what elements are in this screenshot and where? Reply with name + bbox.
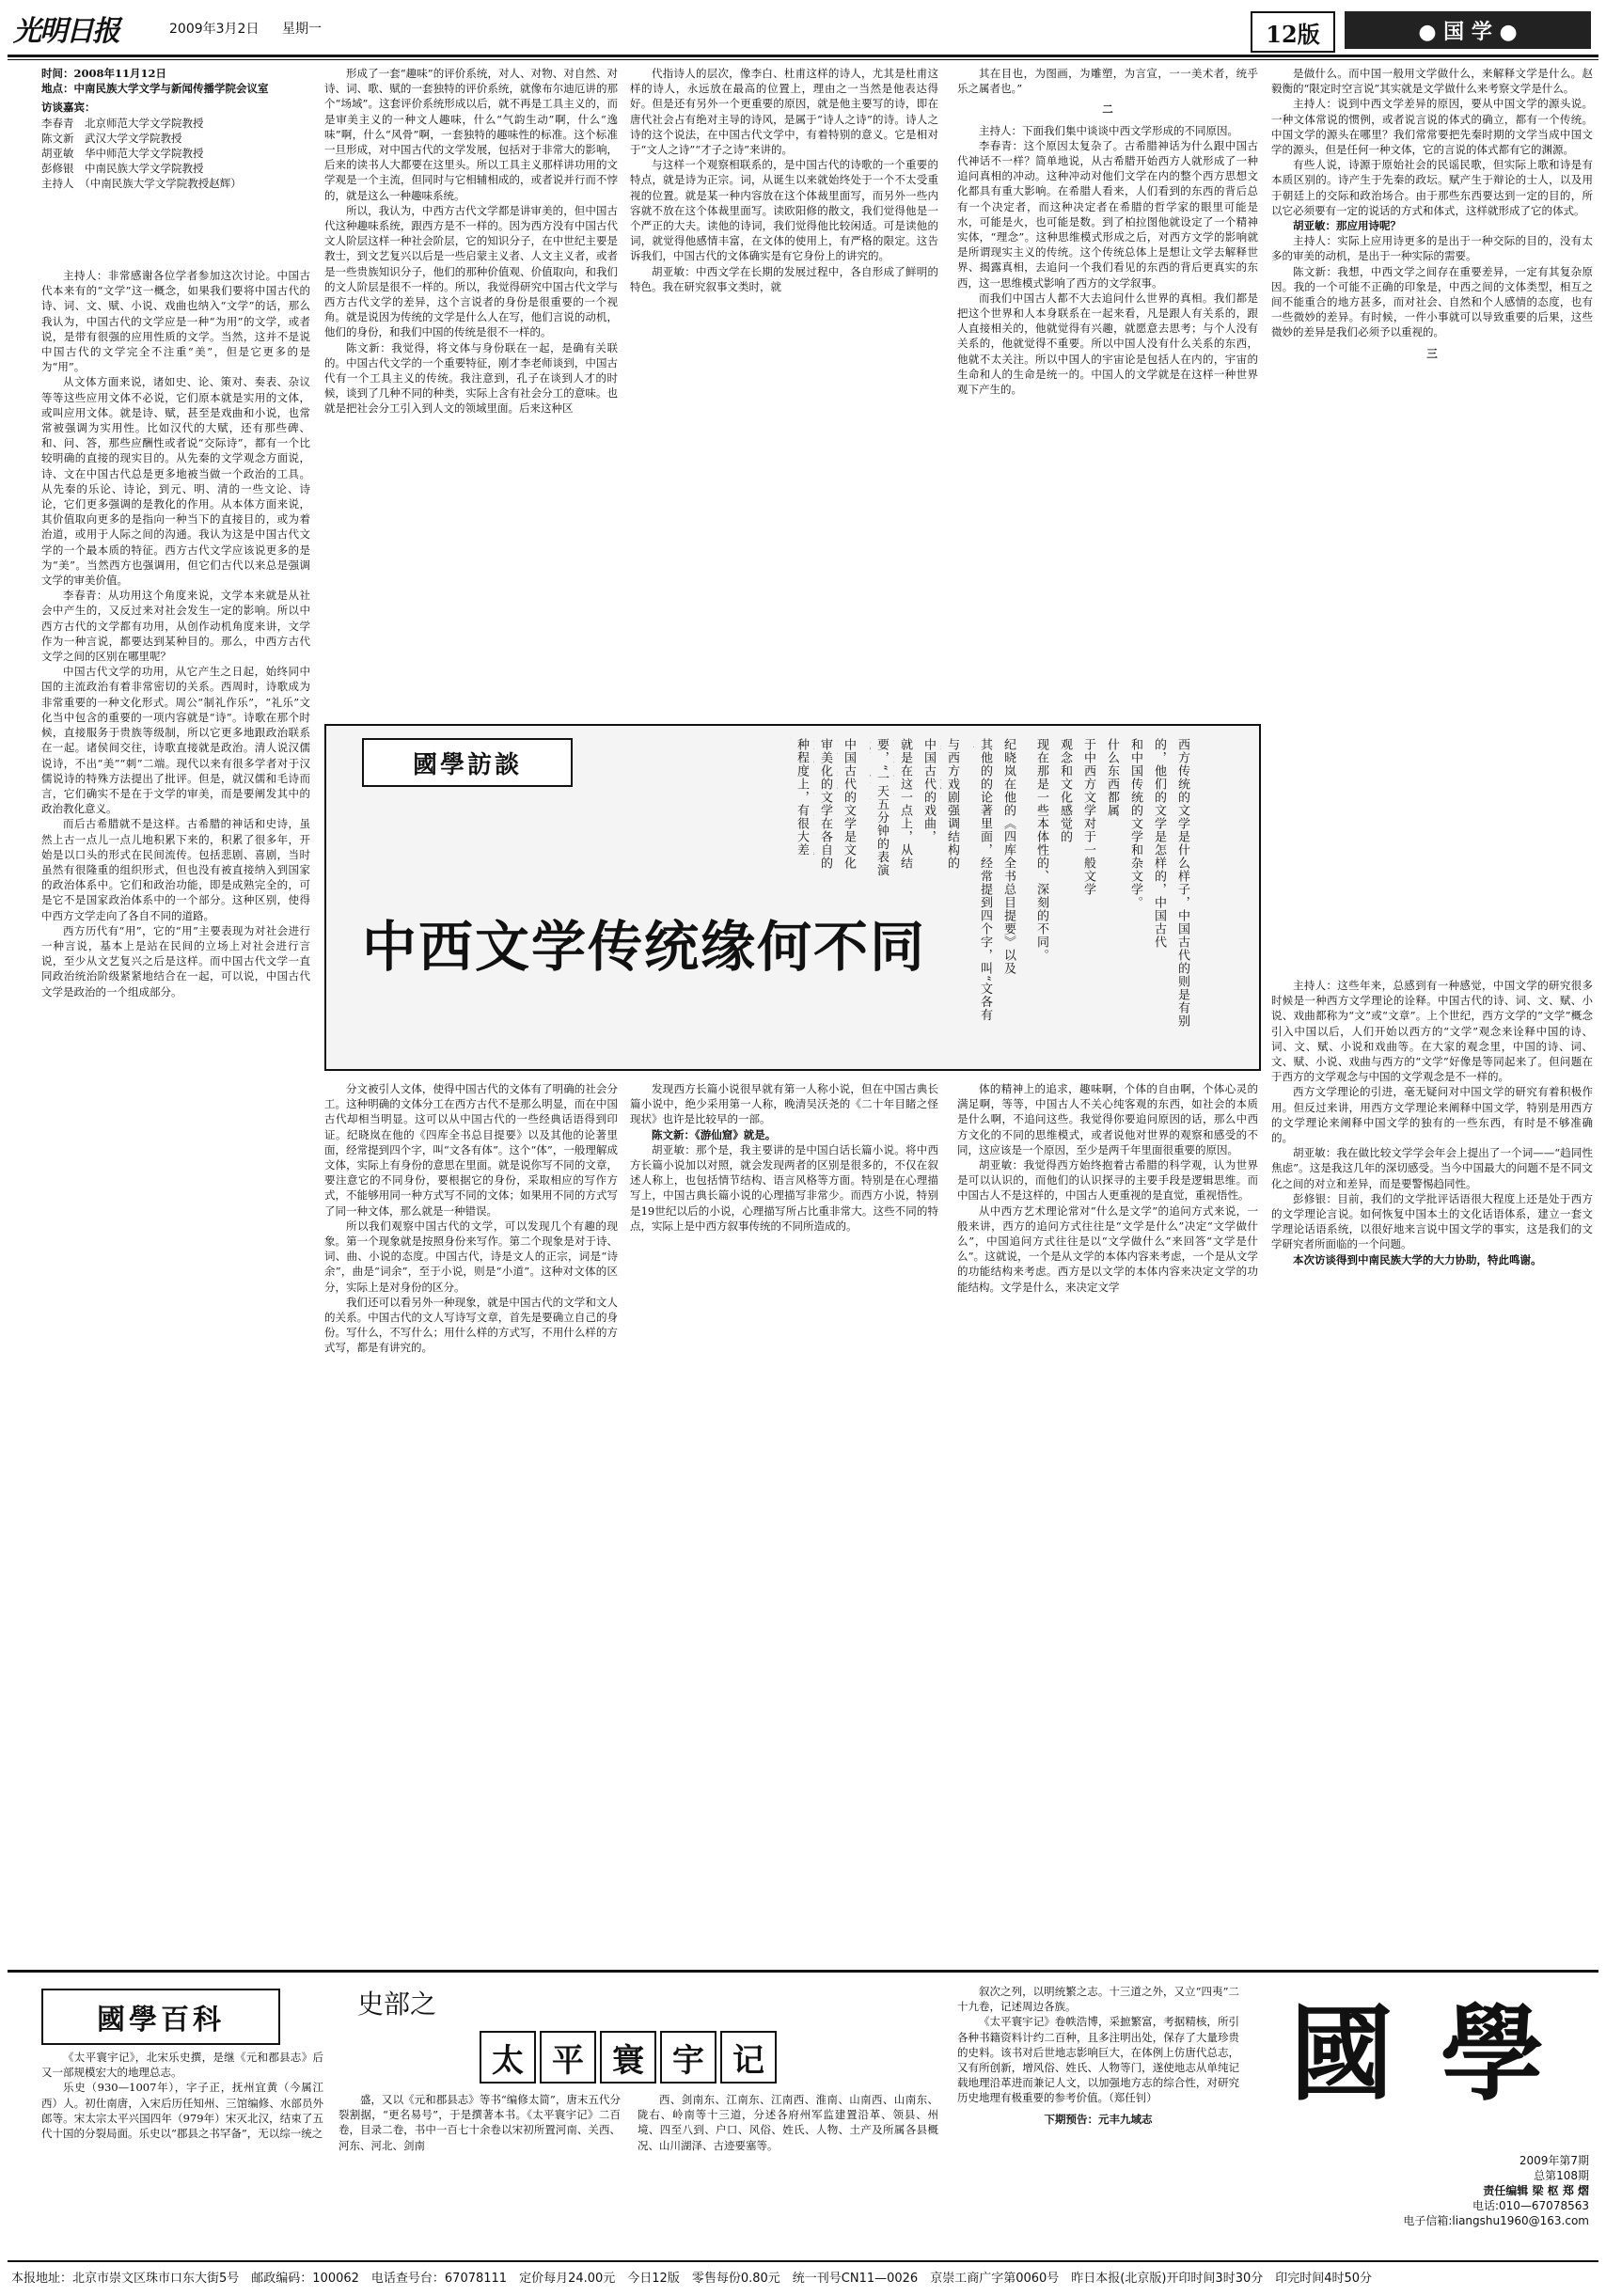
book-title-char-5: 记: [720, 2031, 777, 2084]
baike-p2: 乐史（930—1007年），字子正，抚州宜黄（今属江西）人。初仕南唐，入宋后历任知州、三馆编修、水部员外郎等。宋太宗太平兴国四年（979年）宋灭北汉，结束了五代十国的分裂局面。乐史以“郡县之书罕备”，无以综一统之: [41, 2081, 323, 2141]
guest-2: 陈文新 武汉大学文学院教授: [41, 131, 182, 145]
pq-7: 现在那是一些本体性的、深刻的不同。: [1034, 738, 1048, 962]
column-5b: [1271, 978, 1593, 1965]
fangtan-logo-text: 國學訪談: [412, 750, 522, 779]
c5b-p3: 胡亚敏：我在做比较文学学会年会上提出了一个词——“趋同性焦虑”。这是我这几年的深切感受。当今中国最大的问题不是不同文化之间的对立和差异，而是要警惕趋同性。: [1271, 1146, 1593, 1190]
footer-info: 本报地址：北京市崇文区珠市口东大街5号 邮政编码：100062 电话查号台：67078111 定价每月24.00元 今日12版 零售每份0.80元 统一刊号CN11—0026 京崇工商广字第0060号 昨日本报(北京版)开印时间3时30分 印完时间4时50分: [11, 2272, 1373, 2286]
c5b-p2: 西方文学理论的引进，毫无疑问对中国文学的研究有着积极作用。但反过来讲，用西方文学理论来阐释中国文学，特别是用西方的文学理论来阐释中国文学的独有的一些东西，有时是不够准确的。: [1271, 1085, 1593, 1145]
pq-5: 于中西方文学对于一般文学: [1081, 738, 1095, 896]
c3-p2: 与这样一个观察相联系的，是中国古代的诗歌的一个重要的特点，就是诗为正宗。词，从诞生以来就始终处于一个不太受重视的位置。就是某一种内容放在这个体裁里面写，而另外一些内容就不放在这个体裁里面写。读欧阳修的散文，我们觉得他是一个严正的大夫。读他的诗词，我们觉得他比较闲适。可是读他的词，就觉得他感情丰富，在文体的使用上，有严格的限定。这告诉我们，中国古代的文体确实是有它身份上的讲究的。: [630, 158, 938, 263]
b1-p3: 我们还可以看另外一种现象，就是中国古代的文学和文人的关系。中国古代的文人写诗写文章，首先是要确立自己的身份。写什么，不写什么；用什么样的方式写，不用什么样的方式写，都是有讲究的。: [324, 1295, 618, 1355]
column-logo-fangtan: [362, 738, 573, 787]
guest-3: 胡亚敏 华中师范大学文学院教授: [41, 147, 204, 161]
brand-title: 國 學: [1289, 1993, 1551, 2115]
brand-phone: 电话:010—67078563: [1472, 2199, 1589, 2212]
masthead-logo: 光明日报: [13, 15, 118, 48]
c2-p1: 形成了一套“趣味”的评价系统，对人、对物、对自然、对诗、词、歌、赋的一套独特的评价系统，就像布尔迪厄讲的那个“场域”。这套评价系统形成以后，就不再是工具主义的，而是审美主义的一种文人趣味，什么“气韵生动”啊，什么“逸味”啊，什么“风骨”啊，一套独特的趣味性的标准。这个标准一旦形成，对中国古代的文学发展，包括对于非常大的影响，后来的读书人大都要在这里头。所以工具主义那样讲功用的文学观是一个主流，但同时与它相辅相成的，或者说并行而不悖的，就是这么一种趣味系统。: [324, 67, 618, 202]
masthead-rule: [8, 55, 1598, 57]
b2-p2: 陈文新：《游仙窟》就是。: [652, 1127, 777, 1141]
guest-4: 彭修银 中南民族大学文学院教授: [41, 162, 204, 176]
masthead-date: 2009年3月2日: [169, 22, 260, 37]
section-mark-2: 二: [1102, 102, 1113, 117]
pq-3: 和中国传统的文学和杂文学。: [1128, 738, 1142, 909]
pq-15: 审美化的文学在各自的: [818, 738, 832, 870]
c4-p2: 主持人：下面我们集中谈谈中西文学形成的不同原因。: [979, 123, 1238, 137]
b3-p1: 体的精神上的追求，趣味啊，个体的自由啊，个体心灵的满足啊，等等，中国古人不关心纯客观的东西，如社会的本质是什么啊，不追问这些。我觉得你要追问原因的话，那么中西方文化的不同的思维模式，或者说他对世界的观察和感受的不同，这应该是一个原因，至少是两千年里面很重要的原因。: [957, 1082, 1258, 1156]
guest-1: 李春青 北京师范大学文学院教授: [41, 116, 204, 130]
c3-p1: 代指诗人的层次，像李白、杜甫这样的诗人，尤其是杜甫这样的诗人，永远放在最高的位置上，理由之一当然是他表达得好。但是还有另外一个更重要的原因，就是他主要写的诗，即在唐代社会占有绝对主导的诗风，是属于“诗人之诗”的诗。诗人之诗的这个说法，在中国古代文学中，有着特别的意义。它是相对于“文人之诗”“才子之诗”来讲的。: [630, 67, 938, 157]
c4-p3: 李春青：这个原因太复杂了。古希腊神话为什么跟中国古代神话不一样？简单地说，从古希腊开始西方人就形成了一种追问真相的冲动。这种冲动对他们文学在内的整个西方思想文化都具有重大影响。在希腊人看来，人们看到的东西的背后总有一个决定者，而这种决定者在希腊的哲学家的眼里可能是水，可能是火，也可能是数。到了柏拉图他就设定了一个精神实体，“理念”。这种思维模式形成之后，对西方文学的影响就是所谓现实主义的传统。这个传统总体上是想让文学去解释世界、揭露真相，去追问一个我们看见的东西的背后更真实的东西，这一思维模式影响了西方的文学叙事。: [957, 138, 1258, 290]
column-4: [957, 66, 1258, 715]
c5-p2: 主持人：说到中西文学差异的原因，要从中国文学的源头说。一种文体常说的惯例，或者说言说的体式的确立，都有一个传统。中国文学的源头在哪里？我们常常要把先秦时期的文学当成中国文学的源头，但是任何一种文体，它的言说的体式都有它的渊源。: [1271, 97, 1593, 157]
page-number-box: [1251, 11, 1335, 53]
section-mark-3: 三: [1426, 346, 1438, 360]
c2-p3: 陈文新：我觉得，将文体与身份联在一起，是确有关联的。中国古代文学的一个重要特征，刚才李老师谈到，中国古代有一个工具主义的传统。我注意到，孔子在谈到人才的时候，谈到了几种不同的种类，实际上含有社会分工的意味。也就是把社会分工引入到人文的领域里面。后来这种区: [324, 340, 618, 416]
b1-p1: 分文被引人文体，使得中国古代的文体有了明确的社会分工。这种明确的文体分工在西方古代不是那么明显，而在中国古代却相当明显。这可以从中国古代的一些经典话语得到印证。纪晓岚在他的《四库全书总目提要》以及其他的论著里面，经常提到四个字，叫“文各有体”。这个“体”，一般理解成文体，实际上有身份的意思在里面。就是说你写不同的文章，要注意它的不同身份，要根据它的身份，采取相应的写作方式，不能够用同一种方式写不同的文体；如果用不同的方式写了同一种文体，那么就是一种错误。: [324, 1082, 618, 1218]
baike-col-4: [957, 1984, 1239, 2247]
baike-p3: 盛，又以《元和郡县志》等书“编修太简”，唐末五代分裂割据，“更名易号”，于是撰著本书。《太平寰宇记》二百卷，目录二卷，书中一百七十余卷以宋初所置河南、关西、河东、河北、剑南: [339, 2093, 621, 2152]
column-b3: [957, 1081, 1258, 2134]
c5-p4: 胡亚敏：那应用诗呢？: [1293, 219, 1401, 233]
b1-p2: 所以我们观察中国古代的文学，可以发现几个有趣的现象。第一个现象就是按照身份来写作。第二个现象是对于诗、词、曲、小说的态度。中国古代，诗是文人的正宗，词是“诗余”，曲是“词余”，至于小说，则是“小道”。这种对文体的区分，实际上是对身份的区分。: [324, 1219, 618, 1294]
baike-col-2: [339, 2092, 621, 2242]
book-title-char-4: 宇: [660, 2031, 716, 2084]
bottom-rule-top: [8, 1970, 1598, 1973]
column-5: [1271, 66, 1593, 968]
pq-12: 就是在这一点上，从结: [898, 738, 912, 870]
b2-p3: 胡亚敏：那个是，我主要讲的是中国白话长篇小说。将中西方长篇小说加以对照，就会发现两者的区别是很多的，不仅在叙述人称上，也包括情节结构、语言风格等方面。特别是在心理描写上，中国古典长篇小说的心理描写非常少。而西方小说，特别是19世纪以后的小说，心理描写所占比重非常大。这些不同的特点，实际上是中西方叙事传统的不同所造成的。: [630, 1142, 938, 1233]
c5b-p5: 本次访谈得到中南民族大学的大力协助，特此鸣谢。: [1293, 1252, 1542, 1266]
c5-p6: 陈文新：我想，中西文学之间存在重要差异，一定有其复杂原因。我的一个可能不正确的印象是，中西之间的文体类型，相互之间不能重合的地方甚多，而对社会、自然和个人感情的态度，也有一些微妙的差异。有时候，一件小事就可以导致重要的后果，这些微妙的差异是我们必须予以重视的。: [1271, 264, 1593, 339]
baike-p1: 《太平寰宇记》，北宋乐史撰，是继《元和郡县志》后又一部规模宏大的地理总志。: [41, 2051, 323, 2080]
brand-meta: [1288, 2153, 1589, 2228]
baike-logo-box: [41, 1989, 280, 2045]
intro-block: [41, 66, 310, 244]
pq-13: 要，“一天五分钟的表演: [874, 738, 889, 877]
brand-editor: 责任编辑 梁 枢 郑 熠: [1483, 2184, 1589, 2197]
brand-issue: 2009年第7期: [1519, 2154, 1589, 2167]
c2-p2: 所以，我认为，中西方古代文学都是讲审美的，但中国古代这种趣味系统，跟西方是不一样的。因为西方没有中国古代文人阶层这样一种社会阶层，它的知识分子，在中世纪主要是教士，到文艺复兴以后是一些启蒙主义者、人文主义者，或者是一些贵族知识分子，他们的那种价值观、价值取向，和我们的文人阶层是很不一样的。所以，我觉得研究中国古代文学与西方古代文学的差异，这个言说者的身份是很重要的一个视角。就是说因为传统的文学是什么人在写，他们言说的动机，他们的身份，和我们中国的传统是很不一样的。: [324, 203, 618, 339]
c1-p2: 从文体方面来说，诸如史、论、策对、奏表、杂议等等这些应用文体不必说，它们原本就是实用的文体，或叫应用文体。就是诗、赋，甚至是戏曲和小说，也常常被强调为实用性。比如汉代的大赋，还有那些碑、和、问、答，那些应酬性或者说“交际诗”，都有一个比较明确的直接的现实目的。从先秦的文学观念方面说，诗、文在中国古代总是更多地被当做一个政治的工具。从先秦的乐论、诗论，到元、明、清的一些文论、诗论，它们更多强调的是教化的作用。从本体方面来说，其价值取向更多的是指向一种当下的直接目的，或为着治道，或用于人际之间的沟通。我认为这是中国古代文学的一个最本质的特征。西方古代文学应该说更多的是为“美”。当然西方也强调用，但它们古代以来总是强调文学的审美价值。: [41, 375, 310, 588]
section-label-text: ● 国 学 ●: [1418, 20, 1518, 44]
masthead-weekday: 星期一: [282, 22, 322, 37]
book-title-char-2: 平: [540, 2031, 596, 2084]
c5-p1: 是做什么。而中国一般用文学做什么，来解释文学是什么。赵毅衡的“限定时空言说”其实就是文学做什么来考察文学是什么。: [1271, 67, 1593, 96]
masthead-rule-thin: [8, 59, 1598, 60]
column-b2: [630, 1081, 938, 2134]
c1-p5: 而后古希腊就不是这样。古希腊的神话和史诗，虽然上古一点儿一点儿地积累下来的，积累了很多年，开始是以口头的形式在民间流传。包括悲剧、喜剧，当时虽然有很隆重的组织形式，但也没有被直接纳入到国家的政治体系中。它们和政治功能，即是成熟完全的，可是它不是国家政治体系中的一个部分。这种区别，使得中西方文学走向了各自不同的道路。: [41, 817, 310, 922]
brand-email: 电子信箱:liangshu1960@163.com: [1403, 2214, 1589, 2227]
pq-14: 中国古代的文学是文化: [842, 738, 856, 870]
baike-next-issue: 下期预告：元丰九域志: [1044, 2112, 1153, 2126]
c4-p1: 其在目也，为图画，为雕塑，为言宣，一一美术者，统乎乐之属者也。”: [957, 67, 1258, 96]
c1-p6: 西方历代有“用”，它的“用”主要表现为对社会进行一种言说，基本上是站在民间的立场上对社会进行言说，至少从文艺复兴之后是这样。而中国古代文学一直同政治统治阶级紧紧地结合在一起，可以说，中国古代文学是政治的一个组成部分。: [41, 923, 310, 999]
pq-10: 与西方戏剧强调结构的: [945, 738, 959, 870]
baike-p5: 叙次之列，以明统繁之志。十三道之外，又立“四夷”二十九卷，记述周边各族。: [957, 1985, 1239, 2014]
book-title-char-1: 太: [480, 2031, 536, 2084]
column-b1: [324, 1081, 618, 2134]
c1-p4: 中国古代文学的功用，从它产生之日起，始终同中国的主流政治有着非常密切的关系。西周时，诗歌成为非常重要的一种文化形式。周公“制礼作乐”，“礼乐”文化当中包含的重要的一项内容就是“诗”。诗歌在那个时候，直接服务于贵族等级制，所以它更多地跟政治联系在一起。诸侯间交往，诗歌直接就是政治。清人说汉儒说诗，不出“美”“刺”二端。现代以来有很多学者对于汉儒说诗的特殊方法提出了批评。但是，就汉儒和毛诗而言，它们确实不是在于文学的审美，而是要阐发其中的政治教化意义。: [41, 665, 310, 816]
intro-time: 时间：2008年11月12日: [41, 67, 167, 80]
guest-5: 主持人 （中南民族大学文学院教授赵辉）: [41, 177, 242, 191]
pq-16: 种程度上，有很大差: [795, 738, 809, 857]
baike-col-3: [638, 2092, 938, 2242]
c5-p5: 主持人：实际上应用诗更多的是出于一种交际的目的，没有太多的审美的动机，是出于一种实际的需要。: [1271, 234, 1593, 263]
footer-rule: [8, 2260, 1598, 2262]
main-headline: 中西文学传统缘何不同: [362, 915, 927, 979]
b3-p2: 胡亚敏：我觉得西方始终抱着古希腊的科学观，认为世界是可以认识的，而他们的认识探寻的主要手段是逻辑思维。而中国古人不是这样的，中国古人更重视的是直觉，重视悟性。: [957, 1158, 1258, 1203]
book-title-char-3: 寰: [600, 2031, 656, 2084]
column-3: [630, 66, 938, 715]
intro-place: 地点：中南民族大学文学与新闻传播学院会议室: [41, 82, 269, 96]
column-1: [41, 268, 310, 2144]
pq-2: 的，他们的文学是怎样的，中国古代: [1152, 738, 1166, 949]
pq-8: 纪晓岚在他的《四库全书总目提要》以及: [1001, 738, 1016, 975]
baike-subject: 史部之: [357, 1989, 437, 2020]
pq-4: 什么东西都属: [1105, 738, 1119, 817]
section-label: [1345, 11, 1591, 49]
page-number: 12版: [1266, 20, 1320, 48]
pq-6: 观念和文化感觉的: [1058, 738, 1072, 843]
baike-p4: 西、剑南东、江南东、江南西、淮南、山南西、山南东、陇右、岭南等十三道，分述各府州军监建置沿革、领县、州境、四至八到、户口、风俗、姓氏、人物、土产及所属各县概况、山川湖泽、古迹要塞等。: [638, 2093, 938, 2152]
pq-1: 西方传统的文学是什么样子，中国古代的则是有别: [1175, 738, 1189, 1028]
c3-p3: 胡亚敏：中西文学在长期的发展过程中，各自形成了鲜明的特色。我在研究叙事文类时，就: [630, 264, 938, 293]
brand-total: 总第108期: [1534, 2169, 1589, 2182]
pq-11: 中国古代的戏曲，: [921, 738, 936, 843]
c4-p4: 而我们中国古人都不大去追问什么世界的真相。我们都是把这个世界和人本身联系在一起来看，凡是跟人有关系的，跟人直接相关的，他就觉得有兴趣，就愿意去思考；与个人没有关系的，他就觉得不重要。所以中国人没有什么关系的东西，他就不太关注。所以中国人的宇宙论是包括人在内的，宇宙的生命和人的生命是统一的。中国人的文学就是在这样一种世界观下产生的。: [957, 291, 1258, 397]
baike-p6: 《太平寰宇记》卷帙浩博，采摭繁富，考据精核，所引各种书籍资料计约二百种，且多注明出处，保存了大量珍贵的史料。该书对后世地志影响巨大，在体例上仿唐代总志，又有所创新，增风俗、姓氏、人物等门，遂使地志从单纯记载地理沿革进而兼记人文，以加强地方志的综合性，对研究历史地理有极重要的参考价值。（郑任钊）: [957, 2015, 1239, 2105]
pq-9: 其他的的论著里面，经常提到四个字，叫“文各有: [978, 738, 992, 1022]
b2-p1: 发现西方长篇小说很早就有第一人称小说，但在中国古典长篇小说中，绝少采用第一人称，晚清吴沃尧的《二十年目睹之怪现状》也许是比较早的一部。: [630, 1082, 938, 1126]
baike-col-1: [41, 2050, 323, 2242]
intro-guests-label: 访谈嘉宾：: [41, 101, 96, 115]
b3-p3: 从中西方艺术理论常对“什么是文学”的追问方式来说，一般来讲，西方的追问方式往往是“文学是什么”决定“文学做什么”，中国追问方式往往是以“文学做什么”来回答“文学是什么”。这就说，一个是从文学的本体内容来考虑，一个是从文学的功能结构来考虑。西方是以文学的本体内容来决定文学的功能结构。文学是什么，来决定文学: [957, 1203, 1258, 1294]
c1-p1: 主持人：非常感谢各位学者参加这次讨论。中国古代本来有的“文学”这一概念，如果我们要将中国古代的诗、词、文、赋、小说、戏曲也纳入“文学”的话，那么我认为，中国古代的文学应是一种“为用”的文学，或者说，是带有很强的应用性质的文学。当然，这并不是说中国古代的文学完全不注重“美”，但是它更多的是为“用”。: [41, 269, 310, 374]
c5-p3: 有些人说，诗源于原始社会的民谣民歌，但实际上歌和诗是有本质区别的。诗产生于先秦的政坛。赋产生于辩论的士人，以及用于朝廷上的交际和政治场合。由于那些东西要达到一定的目的，所以它必须要有一定的说话的方式和体式，这样就形成了它的体式。: [1271, 158, 1593, 217]
c1-p3: 李春青：从功用这个角度来说，文学本来就是从社会中产生的，又反过来对社会发生一定的影响。所以中西方古代的文学都有功用，从创作动机角度来讲，文学作为一种言说，都要达到某种目的。那么，中西方古代文学之间的区别在哪里呢？: [41, 589, 310, 664]
c5b-p1: 主持人：这些年来，总感到有一种感觉，中国文学的研究很多时候是一种西方文学理论的诠释。中国古代的诗、词、文、赋、小说、戏曲都称为“文”或“文章”。上个世纪，西方文学的“文学”概念引入中国以后，人们开始以西方的“文学”观念来诠释中国的诗、词、文、赋、小说和戏曲等。在大家的观念里，中国的诗、词、文、赋、小说、戏曲与西方的“文学”好像是等同起来了。但问题在于西方的文学观念与中国的文学观念是不一样的。: [1271, 979, 1593, 1084]
baike-logo-text: 國學百科: [97, 2004, 225, 2037]
column-2: [324, 66, 618, 715]
c5b-p4: 彭修银：目前，我们的文学批评话语很大程度上还是处于西方的文学理论言说。如何恢复中国本土的文化话语体系，建立一套文学理论话语系统，以很好地来言说中国文学的事实，这是我们的文学研究者所面临的一个问题。: [1271, 1191, 1593, 1251]
